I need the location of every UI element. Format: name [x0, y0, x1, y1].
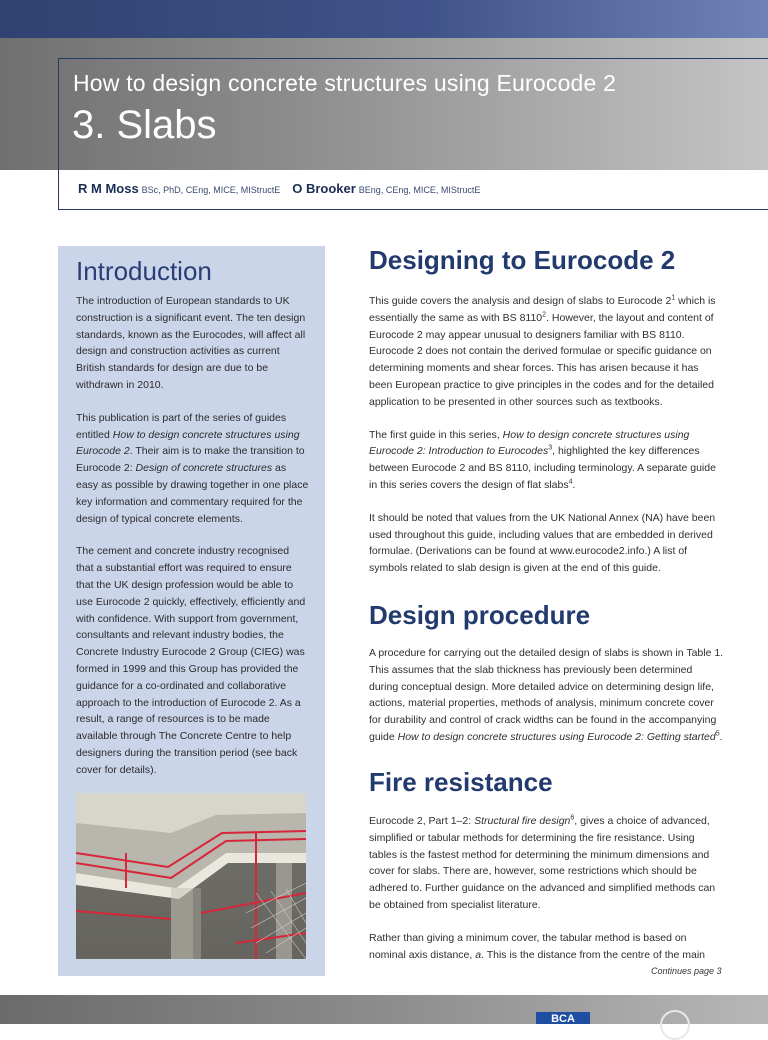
introduction-sidebar — [58, 246, 325, 976]
author-qualifications: BSc, PhD, CEng, MICE, MIStructE — [141, 185, 281, 195]
document-title: 3. Slabs — [72, 103, 217, 147]
author-name: O Brooker — [292, 181, 356, 196]
author-qualifications: BEng, CEng, MICE, MIStructE — [358, 185, 481, 195]
section-heading: Designing to Eurocode 2 — [369, 245, 676, 275]
intro-paragraph: The introduction of European standards to UK construction is a significant event. The ten design standards, known as the Eurocodes, will affect all design and construction activities as current British standards for design are due to be withdrawn in 2010. — [76, 295, 306, 391]
procedure-section — [369, 600, 724, 631]
body-paragraph: It should be noted that values from the UK National Annex (NA) have been used throughout this guide, including values that are embedded in derived formulae. (Derivations can be found at www.eurocode2.info.) A list of symbols related to slab design is given at the end of this guide. — [369, 511, 716, 575]
series-title: How to design concrete structures using Eurocode 2 — [73, 70, 617, 96]
continues-note: Continues page 3 — [651, 966, 722, 976]
body-paragraph: Eurocode 2, Part 1–2: Structural fire design$^6$, gives a choice of advanced, simplified or tabular methods for determining the fire resistance. Using tables is the fastest method for determining the minimum dimensions and cover for slabs. There are, however, some restrictions which should be adhered to. Further guidance on the advanced and simplified methods can be obtained from specialist literature. — [369, 814, 716, 911]
body-paragraph: The first guide in this series, How to design concrete structures using Eurocode 2: Introduction to Eurocodes$^3$, highlighted the key differences between Eurocode 2 and BS 8110, including terminology. A separate guide in this series covers the design of flat slabs$^4$. — [369, 428, 716, 491]
body-paragraph: Rather than giving a minimum cover, the tabular method is based on nominal axis distance, a. This is the distance from the centre of the main — [369, 931, 705, 961]
designing-section — [369, 245, 724, 276]
designing-body — [369, 293, 724, 577]
body-paragraph: A procedure for carrying out the detailed design of slabs is shown in Table 1. This assumes that the slab thickness has previously been determined during conceptual design. More detailed advice on determining design life, actions, material properties, methods of analysis, minimum concrete cover for durability and control of crack widths can be found in the accompanying guide How to design concrete structures using Eurocode 2: Getting started$^5$. — [369, 647, 724, 743]
procedure-body — [369, 645, 724, 746]
section-heading: Design procedure — [369, 600, 591, 630]
introduction-heading: Introduction — [76, 256, 212, 286]
swirl-logo-icon — [660, 1010, 690, 1040]
concrete-slab-photo — [76, 793, 306, 959]
intro-paragraph: The cement and concrete industry recognised that a substantial effort was required to ensure that the UK design profession would be able to use Eurocode 2 quickly, effectively, efficiently and with confidence. With support from government, consultants and relevant industry bodies, the Concrete Industry Eurocode 2 Group (CIEG) was formed in 1999 and this Group has provided the guidance for a co-ordinated and collaborative approach to the introduction of Eurocode 2. As a result, a range of resources is to be made available through The Concrete Centre to help designers during the transition period (see back cover for details). — [76, 545, 306, 776]
intro-paragraph: This publication is part of the series of guides entitled How to design concrete structures using Eurocode 2. Their aim is to make the transition to Eurocode 2: Design of concrete structures as easy as possible by drawing together in one place key information and commentary required for the design of typical concrete elements. — [76, 411, 309, 525]
top-color-bar — [0, 0, 768, 38]
bca-logo: BCA — [536, 1012, 590, 1024]
section-heading: Fire resistance — [369, 767, 553, 797]
author-line — [78, 180, 480, 198]
introduction-body — [76, 293, 309, 795]
author-name: R M Moss — [78, 181, 139, 196]
body-paragraph: This guide covers the analysis and design of slabs to Eurocode $2^1$ which is essentially the same as with BS 8110$^2$. However, the layout and content of Eurocode 2 may appear unusual to designers familiar with BS 8110. Eurocode 2 does not contain the derived formulae or specific guidance on determining moments and shear forces. This has arisen because it has been European practice to give principles in the codes and for the detailed application to be presented in other sources such as textbooks. — [369, 294, 716, 408]
fire-body — [369, 813, 724, 963]
footer-bar — [0, 995, 768, 1024]
fire-section — [369, 767, 724, 798]
